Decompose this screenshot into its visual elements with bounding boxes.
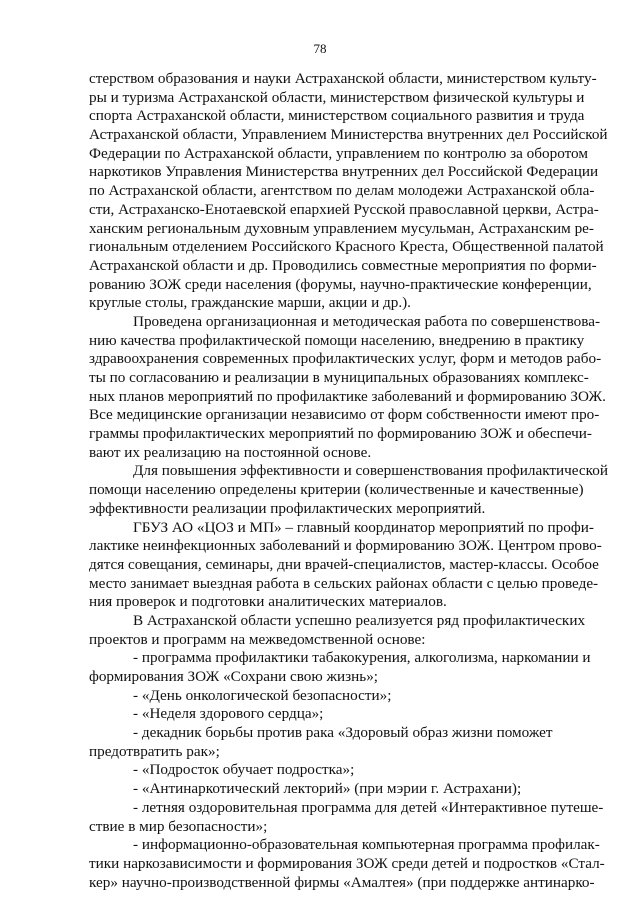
paragraph-p6 xyxy=(89,649,591,686)
text-line: ния проверок и подготовки аналитических материалов. xyxy=(89,593,447,611)
text-line: тики наркозависимости и формирования ЗОЖ среди детей и подростков «Стал- xyxy=(89,854,605,872)
text-line: - «Подросток обучает подростка»; xyxy=(133,761,355,779)
text-line: ствие в мир безопасности»; xyxy=(89,817,268,835)
text-line: кер» научно-производственной фирмы «Амалтея» (при поддержке антинарко- xyxy=(89,873,595,891)
text-line: - декадник борьбы против рака «Здоровый образ жизни поможет xyxy=(133,724,553,742)
text-line: В Астраханской области успешно реализуется ряд профилактических xyxy=(133,611,586,629)
paragraph-p1 xyxy=(89,70,608,313)
text-line: - летняя оздоровительная программа для детей «Интерактивное путеше- xyxy=(133,798,604,816)
text-line: ханским региональным духовным управлением мусульман, Астраханским ре- xyxy=(89,219,594,237)
text-line: лактике неинфекционных заболеваний и формированию ЗОЖ. Центром прово- xyxy=(89,537,602,555)
page-number: 78 xyxy=(313,41,327,56)
text-line: по Астраханской области, агентством по делам молодежи Астраханской обла- xyxy=(89,182,595,200)
paragraph-p10 xyxy=(89,761,544,780)
text-line: Федерации по Астраханской области, управлением по контролю за оборотом xyxy=(89,144,588,162)
text-line: Для повышения эффективности и совершенствования профилактической xyxy=(133,462,608,480)
paragraph-p13 xyxy=(89,836,605,892)
text-line: предотвратить рак»; xyxy=(89,742,220,760)
paragraph-p7 xyxy=(89,687,544,706)
text-line: сти, Астраханско-Енотаевской епархией Русской православной церкви, Астра- xyxy=(89,200,599,218)
text-line: здравоохранения современных профилактических услуг, форм и методов рабо- xyxy=(89,350,602,368)
text-line: - программа профилактики табакокурения, алкоголизма, наркомании и xyxy=(133,649,591,667)
paragraph-p4 xyxy=(89,518,602,612)
text-line: эффективности реализации профилактических мероприятий. xyxy=(89,499,486,517)
text-line: рованию ЗОЖ среди населения (форумы, научно-практические конференции, xyxy=(89,275,592,293)
text-line: Все медицинские организации независимо от форм собственности имеют про- xyxy=(89,406,600,424)
text-line: круглые столы, гражданские марши, акции и др.). xyxy=(89,294,411,312)
text-line: Астраханской области, Управлением Министерства внутренних дел Российской xyxy=(89,126,608,144)
text-line: ры и туризма Астраханской области, министерством физической культуры и xyxy=(89,88,585,106)
text-line: граммы профилактических мероприятий по формированию ЗОЖ и обеспечи- xyxy=(89,425,592,443)
paragraph-p9 xyxy=(89,724,553,761)
paragraph-p3 xyxy=(89,462,608,518)
paragraph-p8 xyxy=(89,705,544,724)
text-line: нию качества профилактической помощи населению, внедрению в практику xyxy=(89,331,585,349)
text-line: место занимает выездная работа в сельских районах области с целью проведе- xyxy=(89,574,599,592)
text-line: формирования ЗОЖ «Сохрани свою жизнь»; xyxy=(89,668,379,685)
text-line: гиональным отделением Российского Красного Креста, Общественной палатой xyxy=(89,238,604,256)
paragraph-p2 xyxy=(89,312,606,463)
text-line: Астраханской области и др. Проводились совместные мероприятия по форми- xyxy=(89,256,597,274)
text-line: - «Антинаркотический лекторий» (при мэрии г. Астрахани); xyxy=(133,780,522,798)
text-line: ных планов мероприятий по профилактике заболеваний и формированию ЗОЖ. xyxy=(89,387,606,405)
text-line: - «Неделя здорового сердца»; xyxy=(133,705,324,723)
text-line: помощи населению определены критерии (количественные и качественные) xyxy=(89,481,584,499)
text-line: спорта Астраханской области, министерством социального развития и труда xyxy=(89,107,585,125)
paragraph-p11 xyxy=(89,780,544,799)
text-line: - «День онкологической безопасности»; xyxy=(133,686,392,704)
text-line: дятся совещания, семинары, дни врачей-специалистов, мастер-классы. Особое xyxy=(89,555,599,573)
paragraph-p5 xyxy=(89,611,586,649)
paragraph-p12 xyxy=(89,798,604,836)
text-line: стерством образования и науки Астраханской области, министерством культу- xyxy=(89,70,597,87)
text-line: ГБУЗ АО «ЦОЗ и МП» – главный координатор мероприятий по профи- xyxy=(133,518,594,536)
text-line: - информационно-образовательная компьютерная программа профилак- xyxy=(133,836,600,854)
text-line: ты по согласованию и реализации в муниципальных образованиях комплекс- xyxy=(89,369,589,386)
text-line: вают их реализацию на постоянной основе. xyxy=(89,443,372,461)
text-line: наркотиков Управления Министерства внутренних дел Российской Федерации xyxy=(89,163,599,181)
text-line: Проведена организационная и методическая работа по совершенствова- xyxy=(133,312,601,330)
document-body xyxy=(89,70,608,892)
text-line: проектов и программ на межведомственной основе: xyxy=(89,630,426,648)
